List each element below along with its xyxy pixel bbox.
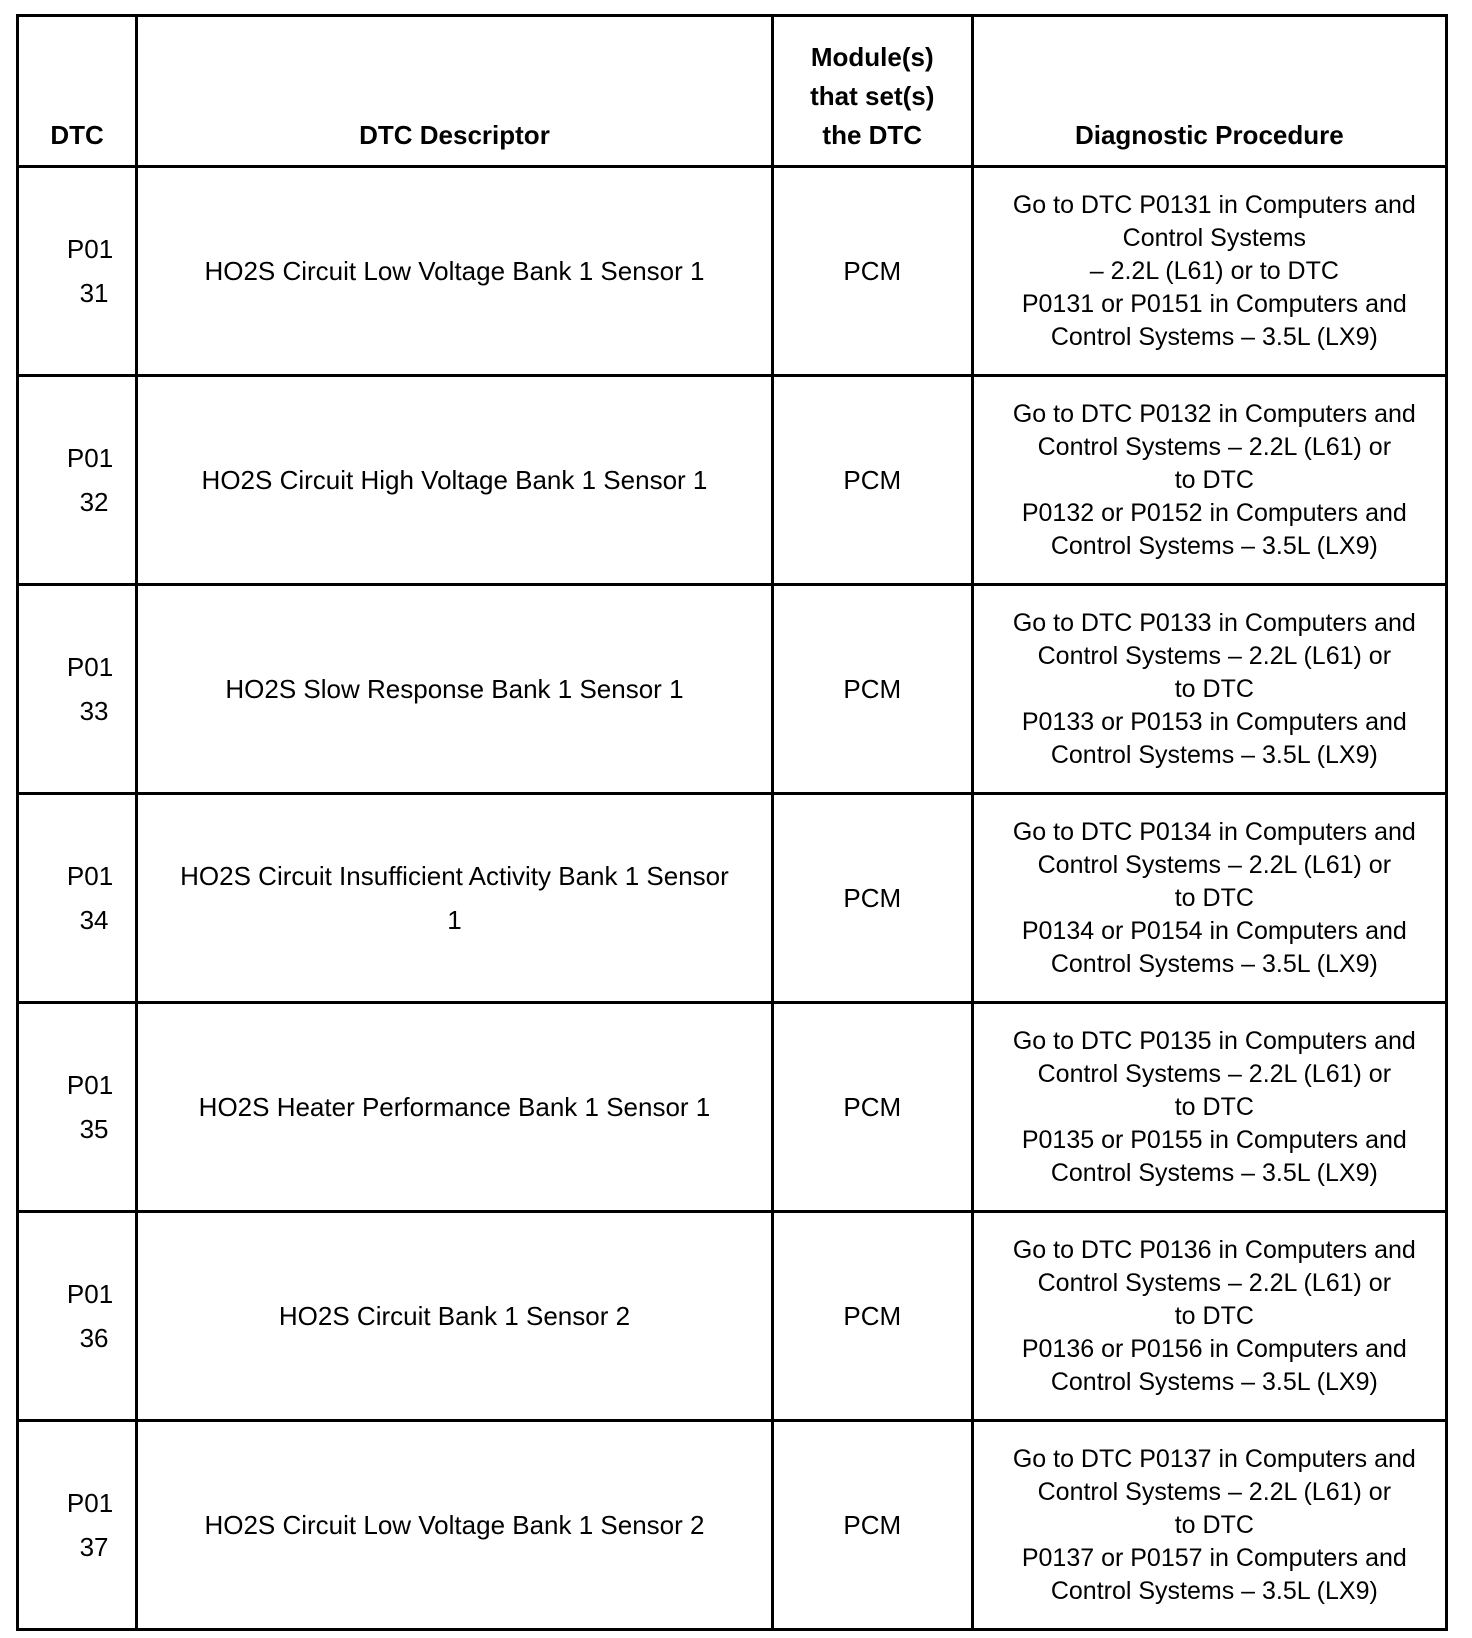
dtc-descriptor: HO2S Circuit High Voltage Bank 1 Sensor 1 xyxy=(137,376,773,585)
dtc-code-part1: P01 xyxy=(66,234,114,264)
dtc-code-part2: 33 xyxy=(79,696,109,726)
table-row xyxy=(18,1003,1447,1212)
dtc-code-part1: P01 xyxy=(66,1070,114,1100)
dtc-code-part1: P01 xyxy=(66,1279,114,1309)
dtc-descriptor: HO2S Circuit Low Voltage Bank 1 Sensor 1 xyxy=(137,167,773,376)
table-header xyxy=(18,16,1447,167)
procedure-text: Go to DTC P0136 in Computers and Control Systems – 2.2L (L61) or to DTC P0136 or P0156 in Computers and Control Systems – 3.5L (LX9) xyxy=(1012,1235,1416,1396)
dtc-code-part1: P01 xyxy=(66,861,114,891)
dtc-code-part2: 32 xyxy=(79,487,109,517)
dtc-code-cell xyxy=(18,1421,137,1630)
dtc-code-cell xyxy=(18,585,137,794)
dtc-descriptor: HO2S Slow Response Bank 1 Sensor 1 xyxy=(137,585,773,794)
table-row xyxy=(18,376,1447,585)
dtc-code-part2: 37 xyxy=(79,1532,109,1562)
module-cell: PCM xyxy=(772,1212,972,1421)
procedure-cell xyxy=(972,376,1446,585)
table-row xyxy=(18,1212,1447,1421)
dtc-code-cell xyxy=(18,376,137,585)
module-cell: PCM xyxy=(772,376,972,585)
procedure-text: Go to DTC P0134 in Computers and Control Systems – 2.2L (L61) or to DTC P0134 or P0154 in Computers and Control Systems – 3.5L (LX9) xyxy=(1012,817,1416,978)
module-cell: PCM xyxy=(772,1003,972,1212)
dtc-code-part2: 34 xyxy=(79,905,109,935)
table-row xyxy=(18,1421,1447,1630)
table-row xyxy=(18,167,1447,376)
dtc-code-part1: P01 xyxy=(66,1488,114,1518)
procedure-cell xyxy=(972,585,1446,794)
procedure-cell xyxy=(972,1421,1446,1630)
dtc-code-part1: P01 xyxy=(66,652,114,682)
dtc-descriptor: HO2S Circuit Bank 1 Sensor 2 xyxy=(137,1212,773,1421)
table-body xyxy=(18,167,1447,1630)
procedure-cell xyxy=(972,167,1446,376)
dtc-descriptor: HO2S Circuit Low Voltage Bank 1 Sensor 2 xyxy=(137,1421,773,1630)
dtc-code-cell xyxy=(18,1212,137,1421)
dtc-code-cell xyxy=(18,1003,137,1212)
procedure-text: Go to DTC P0131 in Computers and Control Systems – 2.2L (L61) or to DTC P0131 or P0151 in Computers and Control Systems – 3.5L (LX9) xyxy=(1012,190,1416,351)
procedure-text: Go to DTC P0133 in Computers and Control Systems – 2.2L (L61) or to DTC P0133 or P0153 in Computers and Control Systems – 3.5L (LX9) xyxy=(1012,608,1416,769)
dtc-code-cell xyxy=(18,167,137,376)
dtc-table xyxy=(16,14,1448,1631)
table-row xyxy=(18,794,1447,1003)
header-module: Module(s) that set(s) the DTC xyxy=(772,16,972,167)
module-cell: PCM xyxy=(772,794,972,1003)
procedure-cell xyxy=(972,1003,1446,1212)
dtc-code-part1: P01 xyxy=(66,443,114,473)
dtc-code-part2: 35 xyxy=(79,1114,109,1144)
procedure-text: Go to DTC P0132 in Computers and Control Systems – 2.2L (L61) or to DTC P0132 or P0152 in Computers and Control Systems – 3.5L (LX9) xyxy=(1012,399,1416,560)
table-row xyxy=(18,585,1447,794)
header-dtc: DTC xyxy=(18,16,137,167)
dtc-code-part2: 31 xyxy=(79,278,109,308)
dtc-descriptor: HO2S Circuit Insufficient Activity Bank 1 Sensor 1 xyxy=(137,794,773,1003)
header-procedure: Diagnostic Procedure xyxy=(972,16,1446,167)
module-cell: PCM xyxy=(772,167,972,376)
module-cell: PCM xyxy=(772,1421,972,1630)
dtc-code-cell xyxy=(18,794,137,1003)
header-row xyxy=(18,16,1447,167)
procedure-text: Go to DTC P0135 in Computers and Control Systems – 2.2L (L61) or to DTC P0135 or P0155 in Computers and Control Systems – 3.5L (LX9) xyxy=(1012,1026,1416,1187)
header-descriptor: DTC Descriptor xyxy=(137,16,773,167)
dtc-descriptor: HO2S Heater Performance Bank 1 Sensor 1 xyxy=(137,1003,773,1212)
procedure-text: Go to DTC P0137 in Computers and Control Systems – 2.2L (L61) or to DTC P0137 or P0157 in Computers and Control Systems – 3.5L (LX9) xyxy=(1012,1444,1416,1605)
procedure-cell xyxy=(972,794,1446,1003)
module-cell: PCM xyxy=(772,585,972,794)
dtc-code-part2: 36 xyxy=(79,1323,109,1353)
procedure-cell xyxy=(972,1212,1446,1421)
